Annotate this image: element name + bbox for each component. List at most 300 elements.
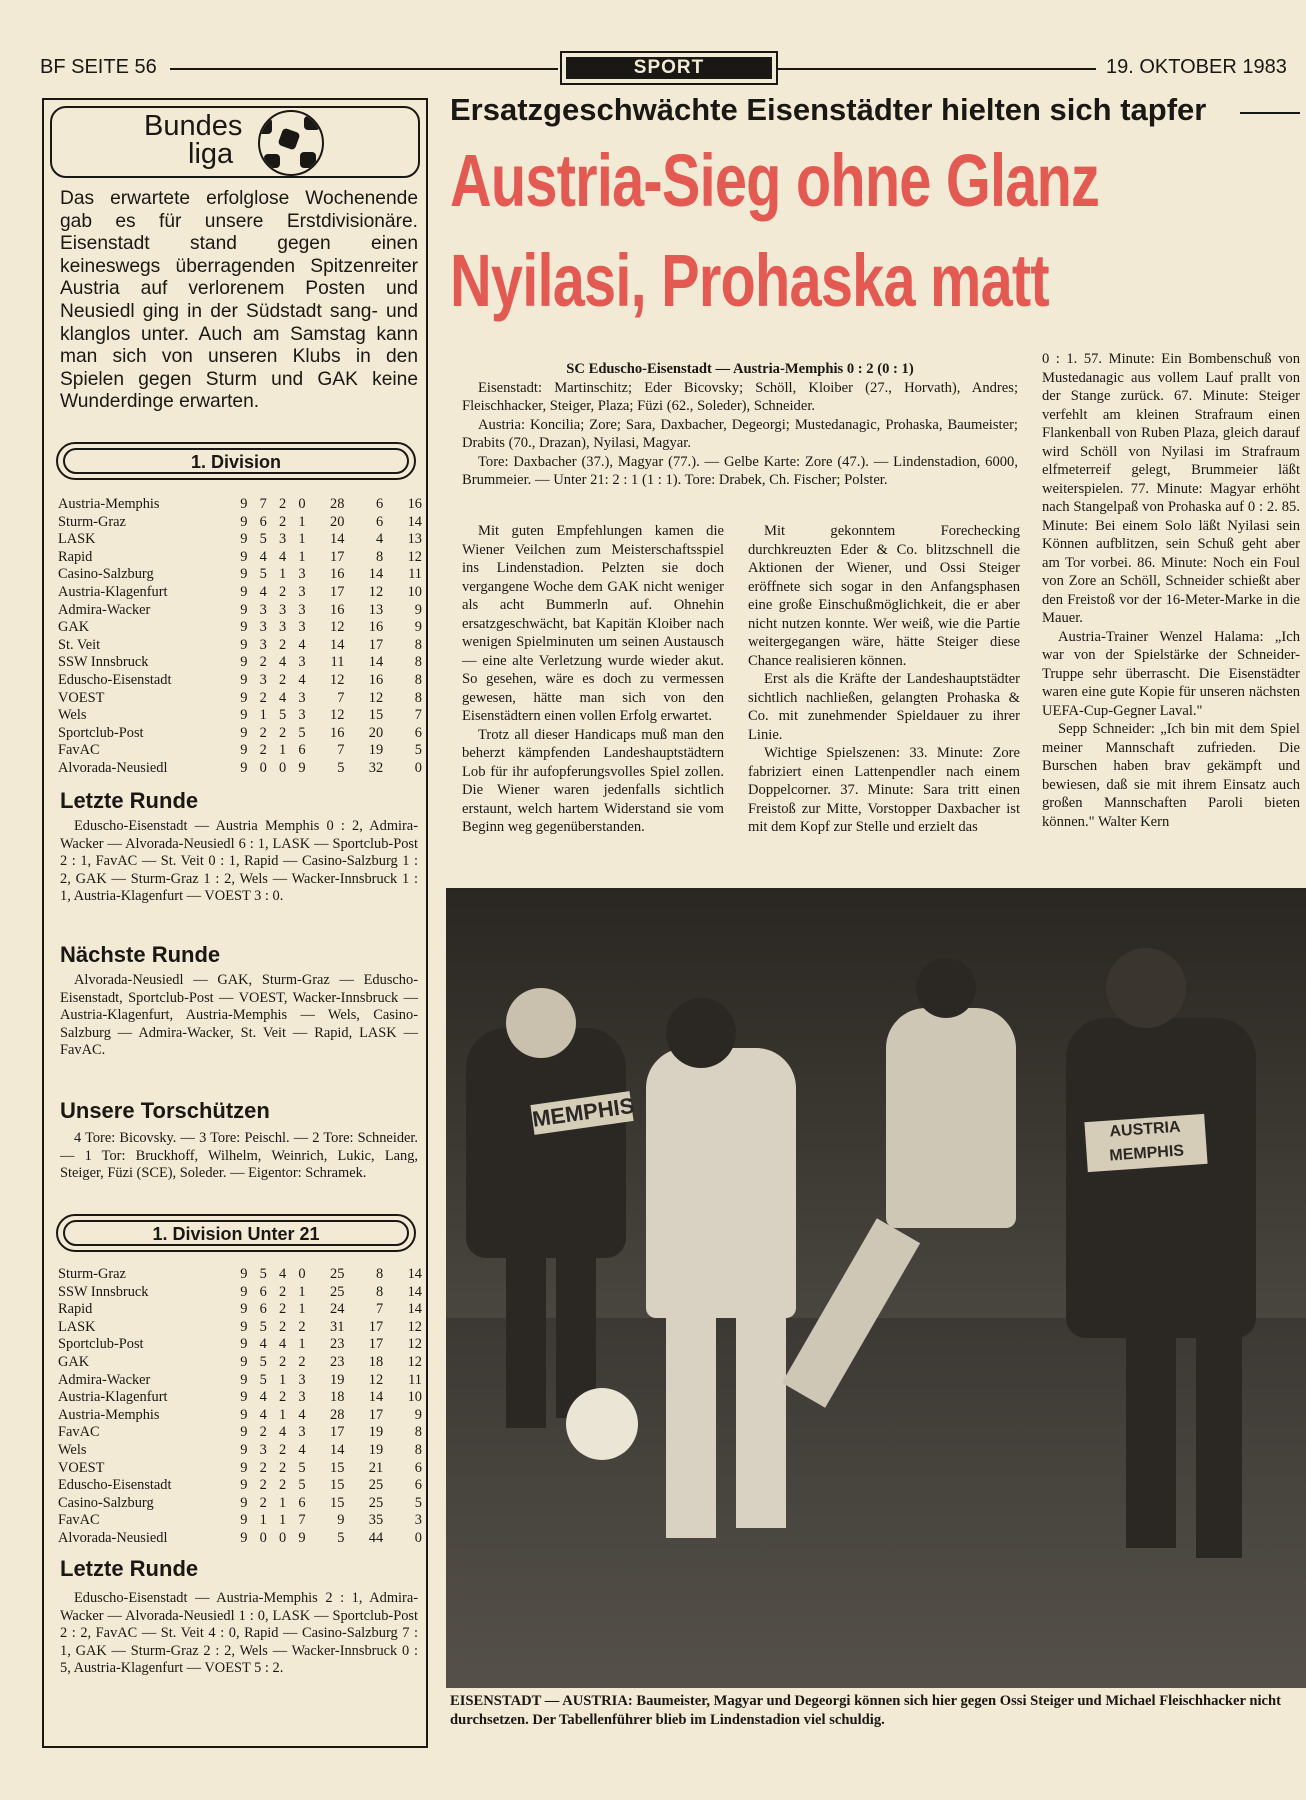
stat-cell: 12 — [330, 707, 345, 724]
stat-cell: 1 — [259, 707, 267, 724]
stat-cell: 19 — [368, 742, 384, 759]
stat-cell: 16 — [330, 601, 345, 618]
stat-cell: 12 — [368, 689, 384, 706]
stat-cell: 4 — [298, 1441, 306, 1458]
stat-cell: 6 — [259, 1301, 267, 1318]
stat-cell: 17 — [330, 548, 345, 565]
stat-cell: 16 — [330, 724, 345, 741]
article-column-3 — [1042, 350, 1300, 831]
stat-cell: 21 — [368, 1459, 384, 1476]
stat-cell: 18 — [368, 1353, 384, 1370]
team-name: FavAC — [58, 1512, 100, 1529]
stat-cell: 3 — [279, 531, 287, 548]
table-row — [58, 707, 422, 725]
stat-cell: 1 — [298, 531, 306, 548]
division21-table — [58, 1266, 422, 1548]
stat-cell: 9 — [240, 1301, 248, 1318]
col1-para: Trotz all dieser Handicaps muß man den beherzt kämpfenden Landeshauptstädtern Lob für ihr aufopferungsvolles Spiel zollen. Die Wiener waren jedenfalls sichtlich erstaunt, welch hartem Widerstand sie vom Beginn weg gegenüberstanden. — [462, 726, 724, 835]
stat-cell: 14 — [407, 1283, 422, 1300]
stat-cell: 6 — [414, 1477, 422, 1494]
stat-cell: 0 — [298, 1266, 306, 1282]
stat-cell: 12 — [407, 1353, 422, 1370]
stat-cell: 2 — [279, 1353, 287, 1370]
stat-cell: 9 — [240, 1459, 248, 1476]
stat-cell: 2 — [259, 1477, 267, 1494]
letzte-runde-results: Eduscho-Eisenstadt — Austria Memphis 0 : 2, Admira-Wacker — Alvorada-Neusiedl 6 : 1, LASK — Sportclub-Post 2 : 1, FavAC — St. Veit 0 : 1, Rapid — Casino-Salzburg 1 : 2, GAK — Sturm-Graz 1 : 2, Wels — Wacker-Innsbruck 1 : 1, Austria-Klagenfurt — VOEST 3 : 0. — [60, 818, 418, 904]
stat-cell: 3 — [414, 1512, 422, 1529]
lineup-tore: Tore: Daxbacher (37.), Magyar (77.). — Gelbe Karte: Zore (47.). — Lindenstadion, 6000, Brummeier. — Unter 21: 2 : 1 (1 : 1). Tore: Drabek, Ch. Fischer; Polster. — [462, 453, 1018, 488]
stat-cell: 9 — [240, 1406, 248, 1423]
table-row — [58, 1512, 422, 1530]
col3-para: Sepp Schneider: „Ich bin mit dem Spiel meiner Mannschaft zufrieden. Die Burschen haben brav gekämpft und bewiesen, daß sie mit ihrem Einsatz auch großen Mannschaften Paroli bieten können." Walter Kern — [1042, 721, 1300, 830]
stat-cell: 5 — [259, 1371, 267, 1388]
stat-cell: 35 — [368, 1512, 384, 1529]
stat-cell: 13 — [368, 601, 384, 618]
stat-cell: 18 — [330, 1389, 345, 1406]
stat-cell: 5 — [337, 759, 345, 776]
stat-cell: 7 — [298, 1512, 306, 1529]
stat-cell: 6 — [375, 513, 384, 530]
team-name: GAK — [58, 619, 90, 636]
stat-cell: 14 — [407, 1301, 422, 1318]
stat-cell: 9 — [240, 531, 248, 548]
table-row — [58, 602, 422, 620]
stat-cell: 28 — [330, 496, 345, 512]
stat-cell: 19 — [368, 1424, 384, 1441]
table-row — [58, 619, 422, 637]
stat-cell: 14 — [407, 513, 422, 530]
stat-cell: 8 — [375, 1266, 384, 1282]
stat-cell: 3 — [298, 689, 306, 706]
stat-cell: 1 — [259, 1512, 267, 1529]
stat-cell: 1 — [279, 1494, 287, 1511]
stat-cell: 4 — [259, 1406, 267, 1423]
stat-cell: 9 — [414, 601, 422, 618]
stat-cell: 9 — [240, 1318, 248, 1335]
table-row — [58, 1495, 422, 1513]
stat-cell: 2 — [279, 513, 287, 530]
stat-cell: 3 — [259, 601, 267, 618]
stat-cell: 9 — [240, 636, 248, 653]
bundesliga-logo — [50, 106, 420, 178]
stat-cell: 44 — [368, 1529, 384, 1546]
jersey-text-left: MEMPHIS — [530, 1091, 633, 1135]
match-lineup — [462, 360, 1018, 490]
stat-cell: 2 — [298, 1318, 306, 1335]
team-name: LASK — [58, 1318, 96, 1335]
stat-cell: 2 — [279, 671, 287, 688]
team-name: Casino-Salzburg — [58, 566, 154, 583]
stat-cell: 1 — [279, 566, 287, 583]
col2-para: Wichtige Spielszenen: 33. Minute: Zore fabriziert einen Lattenpendler nach einem Doppelcorner. 37. Minute: Sara tritt einen Freistoß zur Mitte, Vorstopper Daxbacher ist mit dem Kopf zur Stelle und erzielt das — [748, 745, 1020, 835]
stat-cell: 0 — [259, 759, 267, 776]
stat-cell: 9 — [240, 566, 248, 583]
team-name: Alvorada-Neusiedl — [58, 759, 168, 776]
team-name: Eduscho-Eisenstadt — [58, 671, 172, 688]
stat-cell: 2 — [279, 1441, 287, 1458]
table-row — [58, 1354, 422, 1372]
table-row — [58, 654, 422, 672]
photo-caption: EISENSTADT — AUSTRIA: Baumeister, Magyar und Degeorgi können sich hier gegen Ossi Steiger und Michael Fleischhacker nicht durchsetzen. Der Tabellenführer blieb im Lindenstadion viel schuldig. — [450, 1693, 1281, 1728]
stat-cell: 3 — [298, 707, 306, 724]
stat-cell: 9 — [414, 1406, 422, 1423]
stat-cell: 3 — [298, 1371, 306, 1388]
stat-cell: 14 — [368, 654, 384, 671]
stat-cell: 9 — [414, 619, 422, 636]
team-name: Casino-Salzburg — [58, 1494, 154, 1511]
stat-cell: 12 — [407, 1336, 422, 1353]
table-row — [58, 514, 422, 532]
stat-cell: 5 — [298, 1477, 306, 1494]
stat-cell: 6 — [375, 496, 384, 512]
stat-cell: 9 — [240, 496, 248, 512]
table-row — [58, 725, 422, 743]
article-column-2 — [748, 522, 1020, 837]
stat-cell: 9 — [240, 759, 248, 776]
team-name: Admira-Wacker — [58, 1371, 151, 1388]
stat-cell: 1 — [298, 1301, 306, 1318]
stat-cell: 12 — [407, 1318, 422, 1335]
stat-cell: 4 — [279, 548, 287, 565]
torschuetzen-heading: Unsere Torschützen — [60, 1098, 270, 1123]
stat-cell: 4 — [259, 1389, 267, 1406]
stat-cell: 6 — [298, 1494, 306, 1511]
article-headline-2: Nyilasi, Prohaska matt — [450, 239, 1049, 322]
team-name: Sportclub-Post — [58, 1336, 144, 1353]
stat-cell: 4 — [375, 531, 384, 548]
stat-cell: 14 — [368, 566, 384, 583]
stat-cell: 6 — [414, 1459, 422, 1476]
stat-cell: 7 — [337, 689, 345, 706]
stat-cell: 1 — [279, 1406, 287, 1423]
stat-cell: 10 — [407, 583, 422, 600]
stat-cell: 5 — [298, 1459, 306, 1476]
stat-cell: 8 — [375, 548, 384, 565]
table-row — [58, 1389, 422, 1407]
stat-cell: 4 — [279, 1336, 287, 1353]
stat-cell: 10 — [407, 1389, 422, 1406]
stat-cell: 9 — [337, 1512, 345, 1529]
stat-cell: 3 — [298, 583, 306, 600]
table-row — [58, 742, 422, 760]
stat-cell: 5 — [259, 566, 267, 583]
football-in-photo — [566, 1388, 638, 1460]
lineup-eisenstadt: Eisenstadt: Martinschitz; Eder Bicovsky; Schöll, Kloiber (27., Horvath), Andres; Fleischhacker, Steiger, Plaza; Füzi (62., Soleder), Schneider. — [462, 379, 1018, 414]
stat-cell: 5 — [337, 1529, 345, 1546]
stat-cell: 31 — [330, 1318, 345, 1335]
team-name: Austria-Memphis — [58, 1406, 160, 1423]
stat-cell: 2 — [259, 689, 267, 706]
stat-cell: 17 — [368, 1318, 384, 1335]
stat-cell: 3 — [259, 1441, 267, 1458]
team-name: Sturm-Graz — [58, 513, 126, 530]
stat-cell: 2 — [298, 1353, 306, 1370]
stat-cell: 25 — [368, 1494, 384, 1511]
letzte-runde-u21-results: Eduscho-Eisenstadt — Austria-Memphis 2 : 1, Admira-Wacker — Alvorada-Neusiedl 1 : 0, LASK — Sportclub-Post 2 : 2, FavAC — St. Veit 4 : 0, Rapid — Casino-Salzburg 7 : 1, GAK — Sturm-Graz 2 : 2, Wels — Wacker-Innsbruck 0 : 5, Austria-Klagenfurt — VOEST 5 : 2. — [60, 1590, 418, 1676]
stat-cell: 9 — [298, 1529, 306, 1546]
stat-cell: 14 — [407, 1266, 422, 1282]
team-name: VOEST — [58, 1459, 105, 1476]
team-name: St. Veit — [58, 636, 101, 653]
table-row — [58, 1530, 422, 1548]
stat-cell: 3 — [259, 671, 267, 688]
team-name: Rapid — [58, 1301, 93, 1318]
stat-cell: 3 — [298, 619, 306, 636]
team-name: Wels — [58, 1441, 87, 1458]
stat-cell: 3 — [259, 636, 267, 653]
stat-cell: 3 — [279, 619, 287, 636]
division1-title: 1. Division — [63, 448, 409, 474]
stat-cell: 25 — [368, 1477, 384, 1494]
header-rule-left — [170, 68, 558, 70]
table-row — [58, 531, 422, 549]
table-row — [58, 1372, 422, 1390]
jersey-text-right: AUSTRIA MEMPHIS — [1084, 1114, 1207, 1172]
table-row — [58, 1266, 422, 1284]
team-name: FavAC — [58, 742, 100, 759]
table-row — [58, 760, 422, 778]
stat-cell: 2 — [259, 1459, 267, 1476]
logo-word-bundes: Bundes — [144, 110, 243, 142]
col2-para: Mit gekonntem Forechecking durchkreuzten Eder & Co. blitzschnell die Aktionen der Wiener, und Ossi Steiger eröffnete sich sogar in den Anfangsphasen eine große Einschußmöglichkeit, die er aber nicht nutzen konnte. Wer weiß, wie die Partie weitergegangen wäre, hätte Steiger diese Chance realisieren können. — [748, 523, 1020, 669]
team-name: FavAC — [58, 1424, 100, 1441]
stat-cell: 12 — [368, 583, 384, 600]
stat-cell: 3 — [298, 1424, 306, 1441]
team-name: SSW Innsbruck — [58, 1283, 149, 1300]
stat-cell: 11 — [330, 654, 345, 671]
table-row — [58, 566, 422, 584]
division21-header — [56, 1214, 416, 1252]
stat-cell: 1 — [298, 1336, 306, 1353]
stat-cell: 9 — [240, 513, 248, 530]
torschuetzen-text: 4 Tore: Bicovsky. — 3 Tore: Peischl. — 2 Tore: Schneider. — 1 Tor: Bruckhoff, Wilhelm, Weinrich, Lukic, Lang, Steiger, Füzi (SCE), Soleder. — Eigentor: Schramek. — [60, 1130, 418, 1181]
letzte-runde-u21-heading: Letzte Runde — [60, 1556, 199, 1581]
stat-cell: 12 — [368, 1371, 384, 1388]
sidebar-intro: Das erwartete erfolglose Wochenende gab es für unsere Erstdivisionäre. Eisenstadt stand gegen einen keineswegs überragenden Spitzenreiter Austria auf verlorenem Posten und Neusiedl ging in der Südstadt sang- und klanglos unter. Auch am Samstag kann man sich von unseren Klubs in den Spielen gegen Sturm und GAK keine Wunderdinge erwarten. — [60, 188, 418, 413]
table-row — [58, 1424, 422, 1442]
stat-cell: 24 — [330, 1301, 345, 1318]
stat-cell: 9 — [240, 1529, 248, 1546]
kicker-rule — [1240, 112, 1300, 114]
stat-cell: 19 — [330, 1371, 345, 1388]
stat-cell: 9 — [240, 724, 248, 741]
col2-para: Erst als die Kräfte der Landeshauptstädter sichtlich nachließen, gelangten Prohaska & Co. mit zunehmender Spieldauer zu ihrer Linie. — [748, 671, 1020, 743]
stat-cell: 9 — [240, 1389, 248, 1406]
stat-cell: 3 — [259, 619, 267, 636]
stat-cell: 14 — [330, 1441, 345, 1458]
stat-cell: 2 — [279, 1389, 287, 1406]
stat-cell: 9 — [240, 1353, 248, 1370]
stat-cell: 12 — [407, 548, 422, 565]
stat-cell: 15 — [330, 1459, 345, 1476]
col3-para: Austria-Trainer Wenzel Halama: „Ich war von der Spielstärke der Schneider-Truppe sehr überrascht. Die Eisenstädter waren eine gute Kopie für unseren nächsten UEFA-Cup-Gegner Laval." — [1042, 628, 1300, 719]
stat-cell: 8 — [414, 689, 422, 706]
stat-cell: 3 — [279, 601, 287, 618]
stat-cell: 15 — [330, 1477, 345, 1494]
stat-cell: 0 — [259, 1529, 267, 1546]
stat-cell: 12 — [330, 671, 345, 688]
table-row — [58, 1407, 422, 1425]
stat-cell: 1 — [298, 513, 306, 530]
stat-cell: 25 — [330, 1266, 345, 1282]
stat-cell: 9 — [240, 671, 248, 688]
stat-cell: 8 — [414, 654, 422, 671]
stat-cell: 14 — [330, 636, 345, 653]
team-name: Austria-Klagenfurt — [58, 1389, 168, 1406]
team-name: Sportclub-Post — [58, 724, 144, 741]
stat-cell: 25 — [330, 1283, 345, 1300]
stat-cell: 2 — [259, 1494, 267, 1511]
stat-cell: 19 — [368, 1441, 384, 1458]
stat-cell: 4 — [279, 1266, 287, 1282]
stat-cell: 32 — [368, 759, 384, 776]
stat-cell: 9 — [240, 1371, 248, 1388]
stat-cell: 5 — [259, 1318, 267, 1335]
stat-cell: 9 — [240, 742, 248, 759]
team-name: LASK — [58, 531, 96, 548]
stat-cell: 2 — [279, 1283, 287, 1300]
stat-cell: 8 — [414, 1424, 422, 1441]
stat-cell: 13 — [407, 531, 422, 548]
stat-cell: 2 — [279, 583, 287, 600]
stat-cell: 17 — [330, 1424, 345, 1441]
team-name: SSW Innsbruck — [58, 654, 149, 671]
stat-cell: 9 — [240, 1424, 248, 1441]
header-rule-right — [776, 68, 1096, 70]
stat-cell: 12 — [330, 619, 345, 636]
stat-cell: 16 — [407, 496, 422, 512]
stat-cell: 7 — [375, 1301, 384, 1318]
stat-cell: 9 — [240, 1283, 248, 1300]
stat-cell: 9 — [240, 619, 248, 636]
match-title: SC Eduscho-Eisenstadt — Austria-Memphis 0 : 2 (0 : 1) — [566, 361, 914, 377]
stat-cell: 0 — [279, 1529, 287, 1546]
stat-cell: 8 — [414, 671, 422, 688]
table-row — [58, 1336, 422, 1354]
stat-cell: 2 — [279, 496, 287, 512]
stat-cell: 6 — [414, 724, 422, 741]
stat-cell: 9 — [240, 654, 248, 671]
logo-word-liga: liga — [188, 138, 234, 170]
stat-cell: 4 — [259, 583, 267, 600]
stat-cell: 5 — [298, 724, 306, 741]
stat-cell: 7 — [337, 742, 345, 759]
stat-cell: 4 — [298, 1406, 306, 1423]
stat-cell: 9 — [240, 1512, 248, 1529]
stat-cell: 2 — [259, 742, 267, 759]
article-headline-1: Austria-Sieg ohne Glanz — [450, 139, 1100, 222]
stat-cell: 16 — [368, 671, 384, 688]
stat-cell: 7 — [259, 496, 267, 512]
stat-cell: 17 — [330, 583, 345, 600]
stat-cell: 1 — [298, 548, 306, 565]
table-row — [58, 1284, 422, 1302]
stat-cell: 9 — [240, 689, 248, 706]
stat-cell: 2 — [259, 1424, 267, 1441]
stat-cell: 4 — [259, 548, 267, 565]
article-kicker: Ersatzgeschwächte Eisenstädter hielten sich tapfer — [450, 92, 1207, 127]
stat-cell: 1 — [279, 742, 287, 759]
team-name: GAK — [58, 1353, 90, 1370]
stat-cell: 9 — [240, 548, 248, 565]
stat-cell: 23 — [330, 1336, 345, 1353]
team-name: Austria-Klagenfurt — [58, 583, 168, 600]
stat-cell: 14 — [330, 531, 345, 548]
table-row — [58, 584, 422, 602]
stat-cell: 1 — [279, 1512, 287, 1529]
table-row — [58, 1460, 422, 1478]
stat-cell: 5 — [279, 707, 287, 724]
stat-cell: 0 — [298, 496, 306, 512]
team-name: Austria-Memphis — [58, 496, 160, 512]
stat-cell: 2 — [279, 1459, 287, 1476]
team-name: Rapid — [58, 548, 93, 565]
stat-cell: 2 — [259, 654, 267, 671]
stat-cell: 15 — [368, 707, 384, 724]
match-photo — [446, 888, 1306, 1688]
stat-cell: 0 — [414, 759, 422, 776]
team-name: Alvorada-Neusiedl — [58, 1529, 168, 1546]
team-name: Eduscho-Eisenstadt — [58, 1477, 172, 1494]
stat-cell: 6 — [298, 742, 306, 759]
stat-cell: 4 — [279, 1424, 287, 1441]
stat-cell: 5 — [414, 1494, 422, 1511]
stat-cell: 3 — [298, 601, 306, 618]
table-row — [58, 1442, 422, 1460]
stat-cell: 17 — [368, 636, 384, 653]
table-row — [58, 549, 422, 567]
division1-header — [56, 442, 416, 480]
stat-cell: 8 — [414, 1441, 422, 1458]
stat-cell: 9 — [240, 1336, 248, 1353]
stat-cell: 2 — [279, 636, 287, 653]
stat-cell: 9 — [240, 601, 248, 618]
stat-cell: 4 — [259, 1336, 267, 1353]
bundesliga-sidebar — [42, 98, 428, 1748]
stat-cell: 14 — [368, 1389, 384, 1406]
stat-cell: 5 — [259, 1353, 267, 1370]
stat-cell: 9 — [298, 759, 306, 776]
stat-cell: 20 — [330, 513, 345, 530]
stat-cell: 4 — [298, 636, 306, 653]
stat-cell: 4 — [298, 671, 306, 688]
stat-cell: 3 — [298, 566, 306, 583]
stat-cell: 4 — [279, 654, 287, 671]
stat-cell: 20 — [368, 724, 384, 741]
stat-cell: 28 — [330, 1406, 345, 1423]
team-name: Sturm-Graz — [58, 1266, 126, 1282]
table-row — [58, 1477, 422, 1495]
stat-cell: 3 — [298, 654, 306, 671]
table-row — [58, 637, 422, 655]
stat-cell: 9 — [240, 1266, 248, 1282]
stat-cell: 2 — [259, 724, 267, 741]
team-name: Wels — [58, 707, 87, 724]
stat-cell: 17 — [368, 1406, 384, 1423]
section-label: SPORT — [566, 57, 772, 79]
stat-cell: 8 — [375, 1283, 384, 1300]
stat-cell: 16 — [330, 566, 345, 583]
section-label-box — [560, 51, 778, 85]
letzte-runde-heading: Letzte Runde — [60, 788, 199, 813]
stat-cell: 1 — [298, 1283, 306, 1300]
stat-cell: 8 — [414, 636, 422, 653]
division21-title: 1. Division Unter 21 — [63, 1220, 409, 1246]
table-row — [58, 1301, 422, 1319]
article-column-1 — [462, 522, 724, 837]
division1-table — [58, 496, 422, 778]
team-name: Admira-Wacker — [58, 601, 151, 618]
